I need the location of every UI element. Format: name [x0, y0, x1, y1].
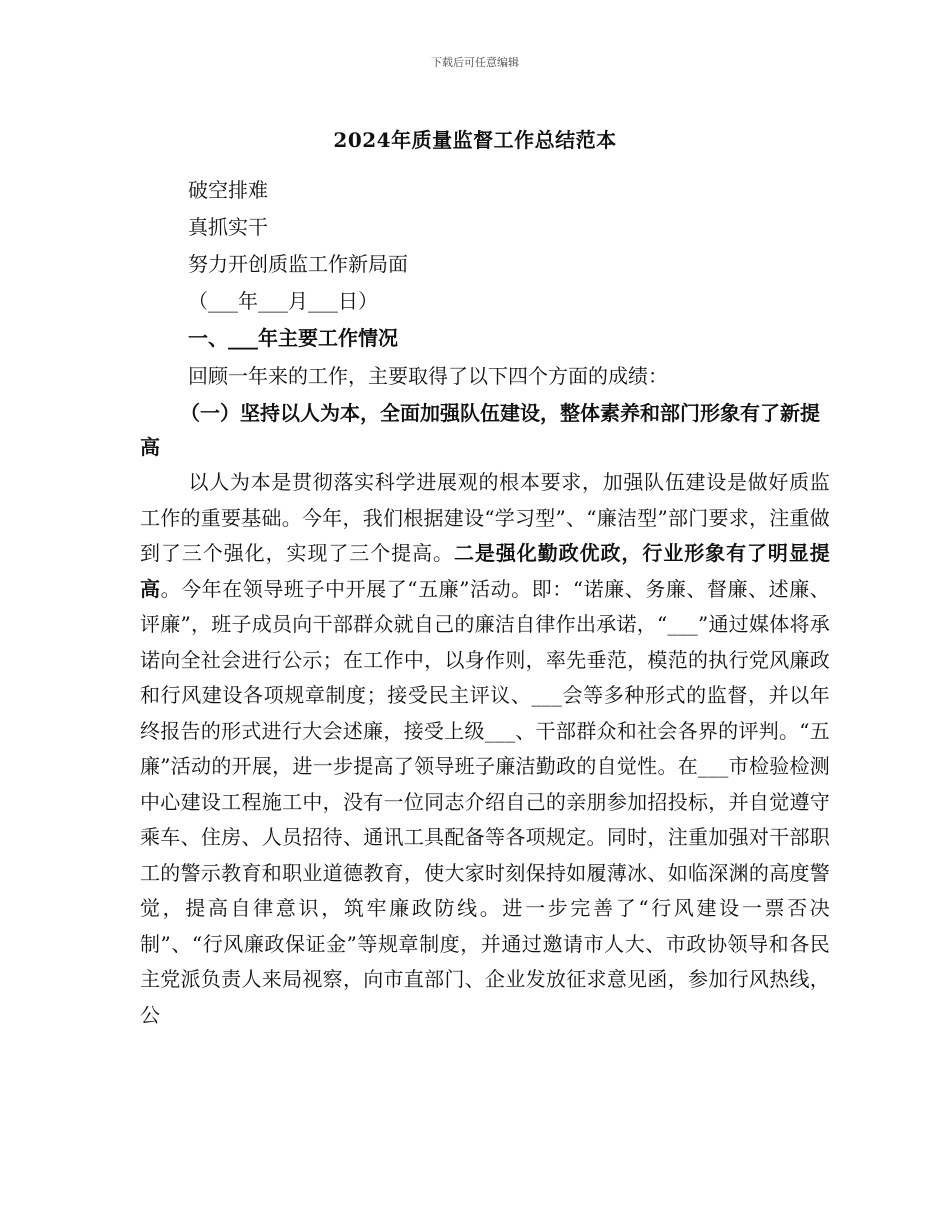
- slogan-line-1: 破空排难: [188, 178, 268, 202]
- paragraph-part-2: 。今年在领导班子中开展了“五廉”活动。即：“诺廉、务廉、督廉、述廉、评廉”，班子成员向干部群众就自己的廉洁自律作出承诺，“___”通过媒体将承诺向全社会进行公示；在工作中，以身作则，率先垂范，模范的执行党风廉政和行风建设各项规章制度；接受民主评议、___会等多种形式的监督，并以年终报告的形式进行大会述廉，接受上级___、干部群众和社会各界的评判。“五廉”活动的开展，进一步提高了领导班子廉洁勤政的自觉性。在___市检验检测中心建设工程施工中，没有一位同志介绍自己的亲朋参加招投标，并自觉遵守乘车、住房、人员招待、通讯工具配备等各项规定。同时，注重加强对干部职工的警示教育和职业道德教育，使大家时刻保持如履薄冰、如临深渊的高度警觉，提高自律意识，筑牢廉政防线。进一步完善了“行风建设一票否决制”、“行风廉政保证金”等规章制度，并通过邀请市人大、市政协领导和各民主党派负责人来局视察，向市直部门、企业发放征求意见函，参加行风热线，公: [140, 576, 830, 1027]
- slogan-line-2: 真抓实干: [188, 215, 268, 239]
- review-line: 回顾一年来的工作，主要取得了以下四个方面的成绩：: [188, 364, 668, 388]
- subheading: [140, 396, 830, 464]
- subheading-text: （一）坚持以人为本，全面加强队伍建设，整体素养和部门形象有了新提高: [140, 401, 820, 459]
- date-line: （___年___月___日）: [188, 289, 378, 313]
- paragraph-bold-phrase: 二是强化勤政优政，行业形象有了明显提高: [140, 541, 830, 601]
- body-paragraph: [140, 465, 830, 1033]
- header-note: 下载后可任意编辑: [431, 56, 519, 69]
- document-title: 2024年质量监督工作总结范本: [333, 128, 617, 152]
- slogan-line-3: 努力开创质监工作新局面: [188, 252, 408, 276]
- section-heading: 一、___年主要工作情况: [188, 326, 398, 350]
- paragraph-part-1: 以人为本是贯彻落实科学进展观的根本要求，加强队伍建设是做好质监工作的重要基础。今年，我们根据建设“学习型”、“廉洁型”部门要求，注重做到了三个强化，实现了三个提高。: [140, 470, 830, 565]
